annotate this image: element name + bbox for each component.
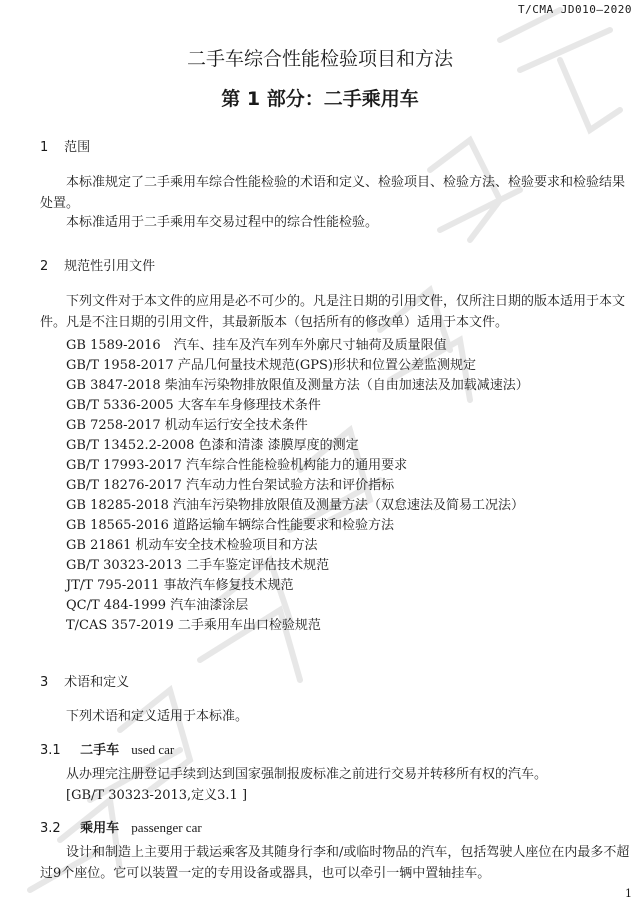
references-intro: 下列文件对于本文件的应用是必不可少的。凡是注日期的引用文件，仅所注日期的版本适用于本文件。凡是不注日期的引用文件，其最新版本（包括所有的修改单）适用于本文件。: [40, 294, 626, 330]
term-definition: 从办理完注册登记手续到达到国家强制报废标准之前进行交易并转移所有权的汽车。: [66, 767, 548, 782]
reference-item: QC/T 484-1999 汽车油漆涂层: [66, 598, 249, 613]
term-name-zh: 乘用车: [80, 821, 120, 836]
reference-item: GB 1589-2016 汽车、挂车及汽车列车外廓尺寸轴荷及质量限值: [66, 338, 447, 353]
reference-item: GB 7258-2017 机动车运行安全技术条件: [66, 418, 308, 433]
reference-item: GB 21861 机动车安全技术检验项目和方法: [66, 538, 318, 553]
reference-item: GB 18285-2018 汽油车污染物排放限值及测量方法（双怠速法及简易工况法）: [66, 498, 525, 513]
reference-item: GB/T 1958-2017 产品几何量技术规范(GPS)形状和位置公差监测规定: [66, 358, 476, 373]
reference-item: GB/T 18276-2017 汽车动力性台架试验方法和评价指标: [66, 478, 395, 493]
section-heading-terms-definitions: [40, 671, 129, 690]
section-title: 范围: [64, 140, 91, 155]
section-title: 术语和定义: [64, 675, 130, 690]
document-subtitle: 第 1 部分：二手乘用车: [221, 88, 419, 110]
section-heading-normative-references: [40, 255, 155, 274]
reference-item: T/CAS 357-2019 二手乘用车出口检验规范: [66, 618, 321, 633]
reference-item: GB/T 13452.2-2008 色漆和清漆 漆膜厚度的测定: [66, 438, 359, 453]
reference-item: GB 3847-2018 柴油车污染物排放限值及测量方法（自由加速法及加载减速法）: [66, 378, 529, 393]
section-number: 1: [40, 140, 49, 155]
reference-item: GB/T 30323-2013 二手车鉴定评估技术规范: [66, 558, 330, 573]
term-definition: 设计和制造上主要用于载运乘客及其随身行李和/或临时物品的汽车，包括驾驶人座位在内最多不超过9个座位。它可以装置一定的专用设备或器具，也可以牵引一辆中置轴挂车。: [40, 845, 630, 881]
scope-paragraph: 本标准规定了二手乘用车综合性能检验的术语和定义、检验项目、检验方法、检验要求和检验结果处置。: [40, 175, 626, 211]
section-heading-scope: [40, 136, 90, 155]
reference-item: GB/T 5336-2005 大客车车身修理技术条件: [66, 398, 321, 413]
term-name-en: passenger car: [131, 820, 202, 835]
standard-code: T/CMA JD010—2020: [518, 3, 632, 16]
scope-paragraph: 本标准适用于二手乘用车交易过程中的综合性能检验。: [66, 215, 379, 230]
section-number: 3: [40, 675, 49, 690]
reference-item: JT/T 795-2011 事故汽车修复技术规范: [66, 578, 294, 593]
term-heading-used-car: [40, 739, 174, 758]
terms-intro: 下列术语和定义适用于本标准。: [66, 709, 249, 724]
term-number: 3.1: [40, 743, 61, 758]
term-name-zh: 二手车: [80, 743, 120, 758]
page-number: 1: [625, 887, 632, 900]
term-number: 3.2: [40, 821, 61, 836]
section-title: 规范性引用文件: [64, 259, 156, 274]
section-number: 2: [40, 259, 49, 274]
reference-item: GB/T 17993-2017 汽车综合性能检验机构能力的通用要求: [66, 458, 408, 473]
document-title: 二手车综合性能检验项目和方法: [186, 48, 453, 70]
reference-item: GB 18565-2016 道路运输车辆综合性能要求和检验方法: [66, 518, 395, 533]
term-source: [GB/T 30323-2013,定义3.1 ]: [66, 788, 248, 803]
term-name-en: used car: [131, 742, 175, 757]
term-heading-passenger-car: [40, 817, 202, 836]
